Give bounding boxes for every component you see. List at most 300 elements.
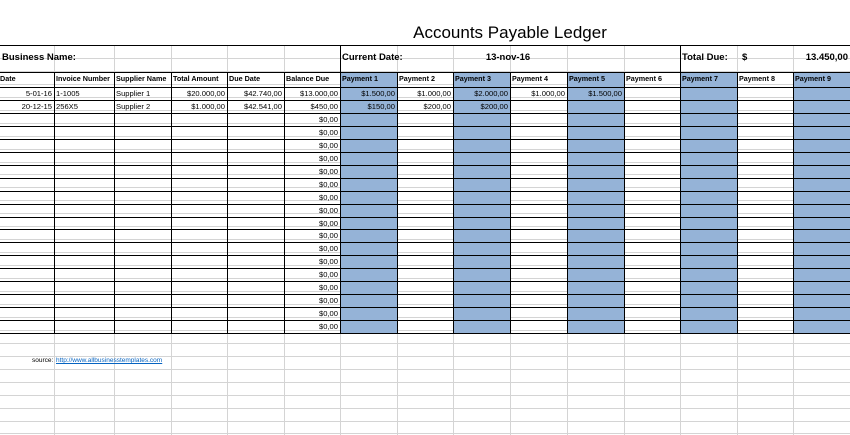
table-cell[interactable] (54, 294, 114, 307)
table-cell[interactable] (737, 165, 793, 178)
table-cell[interactable] (624, 294, 680, 307)
table-cell[interactable] (227, 281, 284, 294)
table-cell[interactable] (680, 320, 737, 333)
table-cell[interactable] (567, 165, 624, 178)
table-cell[interactable] (793, 152, 850, 165)
table-cell[interactable] (397, 126, 453, 139)
table-cell[interactable]: $0,00 (318, 309, 338, 319)
table-cell[interactable] (510, 217, 567, 230)
table-cell[interactable] (453, 165, 510, 178)
table-cell[interactable] (227, 229, 284, 242)
table-cell[interactable] (171, 204, 227, 217)
table-cell[interactable] (567, 242, 624, 255)
table-cell[interactable] (737, 217, 793, 230)
table-cell[interactable] (340, 178, 397, 191)
table-cell[interactable] (340, 152, 397, 165)
table-cell[interactable] (340, 268, 397, 281)
table-cell[interactable] (54, 229, 114, 242)
table-cell[interactable] (510, 294, 567, 307)
table-cell[interactable] (624, 255, 680, 268)
table-cell[interactable] (171, 139, 227, 152)
table-cell[interactable] (0, 229, 54, 242)
table-cell[interactable] (171, 113, 227, 126)
table-cell[interactable] (680, 229, 737, 242)
table-cell[interactable] (624, 307, 680, 320)
table-cell[interactable]: $0,00 (318, 114, 338, 124)
table-cell[interactable] (510, 255, 567, 268)
table-cell[interactable] (737, 126, 793, 139)
table-cell[interactable] (793, 229, 850, 242)
table-cell[interactable] (171, 320, 227, 333)
table-cell[interactable] (397, 255, 453, 268)
table-cell[interactable] (680, 204, 737, 217)
table-cell[interactable] (737, 113, 793, 126)
table-cell[interactable]: $0,00 (318, 257, 338, 267)
gridline-h (0, 433, 850, 434)
table-cell[interactable] (510, 113, 567, 126)
table-cell[interactable] (624, 320, 680, 333)
table-cell[interactable] (0, 191, 54, 204)
table-cell[interactable] (567, 126, 624, 139)
table-cell[interactable] (680, 139, 737, 152)
table-cell[interactable]: $0,00 (318, 205, 338, 215)
table-cell[interactable] (680, 281, 737, 294)
table-cell[interactable] (54, 217, 114, 230)
table-cell[interactable] (54, 307, 114, 320)
table-cell[interactable] (624, 191, 680, 204)
table-cell[interactable] (340, 229, 397, 242)
table-cell[interactable]: 1-1005 (56, 89, 80, 98)
table-cell[interactable] (624, 126, 680, 139)
table-cell[interactable]: $0,00 (318, 179, 338, 189)
column-header: Due Date (229, 74, 261, 83)
table-cell[interactable] (54, 178, 114, 191)
table-cell[interactable] (340, 139, 397, 152)
table-cell[interactable] (54, 281, 114, 294)
table-cell[interactable] (397, 152, 453, 165)
table-cell[interactable]: $200,00 (423, 101, 451, 111)
table-cell[interactable] (680, 178, 737, 191)
table-cell[interactable]: $1.000,00 (191, 101, 225, 111)
table-cell[interactable] (114, 255, 171, 268)
table-cell[interactable] (793, 307, 850, 320)
table-cell[interactable] (737, 191, 793, 204)
table-cell[interactable] (340, 294, 397, 307)
table-cell[interactable]: $20.000,00 (186, 89, 225, 98)
table-cell[interactable] (114, 242, 171, 255)
table-cell[interactable] (737, 255, 793, 268)
table-cell[interactable] (227, 217, 284, 230)
table-cell[interactable] (510, 268, 567, 281)
table-cell[interactable] (397, 281, 453, 294)
table-cell[interactable] (510, 152, 567, 165)
total-due-value[interactable]: 13.450,00 (805, 52, 848, 63)
table-cell[interactable] (114, 152, 171, 165)
table-cell[interactable] (171, 307, 227, 320)
table-cell[interactable] (453, 307, 510, 320)
table-cell[interactable] (567, 204, 624, 217)
table-cell[interactable] (0, 178, 54, 191)
column-header: Payment 9 (795, 74, 831, 83)
table-cell[interactable] (567, 255, 624, 268)
table-cell[interactable] (227, 113, 284, 126)
table-cell[interactable] (680, 255, 737, 268)
table-cell[interactable] (114, 165, 171, 178)
table-cell[interactable]: $1.000,00 (417, 89, 451, 98)
table-cell[interactable]: 256X5 (56, 101, 78, 111)
table-cell[interactable] (397, 178, 453, 191)
table-cell[interactable] (114, 229, 171, 242)
table-cell[interactable] (340, 242, 397, 255)
table-border (0, 178, 850, 179)
table-cell[interactable] (510, 320, 567, 333)
table-cell[interactable] (510, 165, 567, 178)
table-cell[interactable] (567, 139, 624, 152)
table-cell[interactable]: Supplier 2 (116, 101, 151, 111)
table-cell[interactable] (0, 268, 54, 281)
table-cell[interactable] (171, 281, 227, 294)
table-cell[interactable] (567, 217, 624, 230)
table-cell[interactable] (793, 320, 850, 333)
table-cell[interactable] (624, 113, 680, 126)
table-cell[interactable] (397, 242, 453, 255)
table-cell[interactable]: $200,00 (480, 101, 508, 111)
table-cell[interactable] (340, 320, 397, 333)
table-cell[interactable] (680, 165, 737, 178)
table-cell[interactable] (737, 281, 793, 294)
table-cell[interactable]: $0,00 (318, 244, 338, 254)
table-cell[interactable] (567, 191, 624, 204)
table-cell[interactable] (510, 191, 567, 204)
table-cell[interactable]: $0,00 (318, 270, 338, 280)
table-cell[interactable] (114, 191, 171, 204)
table-cell[interactable] (0, 204, 54, 217)
table-cell[interactable] (227, 139, 284, 152)
table-cell[interactable] (624, 204, 680, 217)
table-cell[interactable] (227, 178, 284, 191)
currency-symbol: $ (742, 52, 748, 63)
table-cell[interactable] (624, 242, 680, 255)
table-cell[interactable] (453, 139, 510, 152)
column-header: Total Amount (173, 74, 219, 83)
table-cell[interactable] (453, 320, 510, 333)
table-cell[interactable] (510, 281, 567, 294)
table-cell[interactable]: $0,00 (318, 218, 338, 228)
table-cell[interactable]: $0,00 (318, 231, 338, 241)
table-cell[interactable] (54, 242, 114, 255)
column-header: Payment 1 (342, 74, 378, 83)
table-cell[interactable] (340, 191, 397, 204)
table-cell[interactable] (737, 204, 793, 217)
table-cell[interactable] (793, 87, 850, 100)
table-cell[interactable] (510, 139, 567, 152)
table-cell[interactable] (171, 217, 227, 230)
table-cell[interactable] (680, 152, 737, 165)
table-cell[interactable]: $150,00 (367, 101, 395, 111)
table-cell[interactable] (227, 204, 284, 217)
table-cell[interactable] (0, 139, 54, 152)
table-cell[interactable] (793, 281, 850, 294)
table-cell[interactable] (171, 178, 227, 191)
table-cell[interactable] (54, 191, 114, 204)
table-cell[interactable] (397, 217, 453, 230)
table-border (0, 191, 850, 192)
table-cell[interactable] (114, 307, 171, 320)
table-border (0, 268, 850, 269)
table-cell[interactable] (340, 217, 397, 230)
table-cell[interactable] (510, 126, 567, 139)
table-cell[interactable] (793, 294, 850, 307)
table-cell[interactable] (171, 255, 227, 268)
table-cell[interactable] (0, 242, 54, 255)
table-cell[interactable] (567, 268, 624, 281)
table-cell[interactable] (397, 139, 453, 152)
table-cell[interactable] (397, 204, 453, 217)
table-cell[interactable] (453, 178, 510, 191)
table-cell[interactable] (171, 165, 227, 178)
table-cell[interactable] (737, 100, 793, 113)
table-cell[interactable] (567, 307, 624, 320)
table-cell[interactable] (680, 242, 737, 255)
table-cell[interactable] (567, 152, 624, 165)
table-cell[interactable] (510, 307, 567, 320)
table-cell[interactable] (114, 294, 171, 307)
table-cell[interactable] (793, 178, 850, 191)
table-cell[interactable] (0, 113, 54, 126)
table-cell[interactable]: $0,00 (318, 166, 338, 176)
table-cell[interactable] (680, 307, 737, 320)
table-cell[interactable] (510, 229, 567, 242)
table-cell[interactable]: $1.000,00 (531, 89, 565, 98)
current-date-value[interactable]: 13-nov-16 (485, 52, 531, 63)
table-cell[interactable] (227, 152, 284, 165)
table-cell[interactable] (453, 126, 510, 139)
table-cell[interactable] (680, 294, 737, 307)
table-cell[interactable]: $42.740,00 (243, 89, 282, 98)
table-cell[interactable] (227, 191, 284, 204)
table-cell[interactable] (680, 100, 737, 113)
table-cell[interactable] (567, 294, 624, 307)
table-cell[interactable] (397, 191, 453, 204)
table-cell[interactable] (737, 268, 793, 281)
table-cell[interactable] (171, 268, 227, 281)
table-cell[interactable] (793, 217, 850, 230)
table-cell[interactable] (737, 242, 793, 255)
table-cell[interactable] (567, 229, 624, 242)
table-cell[interactable]: 5-01-16 (25, 89, 52, 98)
table-border (0, 100, 850, 101)
table-border (0, 281, 850, 282)
table-cell[interactable] (171, 126, 227, 139)
table-cell[interactable] (793, 139, 850, 152)
table-cell[interactable] (737, 229, 793, 242)
table-cell[interactable] (624, 100, 680, 113)
table-cell[interactable] (793, 191, 850, 204)
table-cell[interactable] (624, 152, 680, 165)
table-cell[interactable] (624, 217, 680, 230)
table-cell[interactable] (54, 139, 114, 152)
table-cell[interactable] (227, 320, 284, 333)
table-cell[interactable] (680, 126, 737, 139)
table-cell[interactable] (54, 255, 114, 268)
table-cell[interactable]: $0,00 (318, 140, 338, 150)
table-cell[interactable] (340, 281, 397, 294)
table-cell[interactable] (0, 307, 54, 320)
table-cell[interactable]: $13.000,00 (299, 89, 338, 98)
table-cell[interactable] (397, 320, 453, 333)
table-cell[interactable] (567, 113, 624, 126)
table-cell[interactable] (54, 126, 114, 139)
table-cell[interactable] (680, 268, 737, 281)
table-cell[interactable] (397, 307, 453, 320)
table-cell[interactable] (793, 268, 850, 281)
table-cell[interactable] (227, 294, 284, 307)
table-cell[interactable] (453, 268, 510, 281)
table-cell[interactable] (340, 126, 397, 139)
table-cell[interactable] (397, 229, 453, 242)
table-cell[interactable] (397, 113, 453, 126)
table-border (0, 294, 850, 295)
table-cell[interactable] (340, 307, 397, 320)
table-cell[interactable] (510, 204, 567, 217)
table-cell[interactable] (510, 242, 567, 255)
table-cell[interactable] (567, 281, 624, 294)
table-cell[interactable] (397, 294, 453, 307)
table-cell[interactable] (0, 126, 54, 139)
table-cell[interactable] (397, 268, 453, 281)
table-cell[interactable] (114, 217, 171, 230)
table-cell[interactable] (227, 165, 284, 178)
table-cell[interactable] (793, 242, 850, 255)
table-cell[interactable] (114, 281, 171, 294)
table-cell[interactable]: $1.500,00 (588, 89, 622, 98)
table-cell[interactable] (793, 126, 850, 139)
table-cell[interactable] (340, 113, 397, 126)
table-cell[interactable] (624, 139, 680, 152)
table-cell[interactable] (567, 178, 624, 191)
table-cell[interactable] (54, 320, 114, 333)
table-cell[interactable] (453, 255, 510, 268)
table-cell[interactable] (567, 320, 624, 333)
table-cell[interactable] (114, 204, 171, 217)
table-cell[interactable] (0, 165, 54, 178)
table-cell[interactable] (227, 255, 284, 268)
table-cell[interactable] (793, 204, 850, 217)
table-cell[interactable] (114, 320, 171, 333)
table-cell[interactable]: Supplier 1 (116, 89, 151, 98)
table-cell[interactable] (114, 139, 171, 152)
table-cell[interactable] (737, 139, 793, 152)
table-cell[interactable]: $0,00 (318, 322, 338, 332)
table-cell[interactable] (171, 229, 227, 242)
table-cell[interactable] (114, 268, 171, 281)
table-cell[interactable] (453, 242, 510, 255)
table-cell[interactable] (680, 217, 737, 230)
table-cell[interactable] (453, 217, 510, 230)
table-cell[interactable]: $0,00 (318, 283, 338, 293)
table-cell[interactable] (54, 152, 114, 165)
table-cell[interactable] (680, 191, 737, 204)
table-cell[interactable] (340, 204, 397, 217)
table-cell[interactable] (0, 217, 54, 230)
table-cell[interactable]: 20-12-15 (21, 101, 52, 111)
table-cell[interactable] (171, 191, 227, 204)
table-cell[interactable] (624, 281, 680, 294)
table-cell[interactable] (737, 294, 793, 307)
table-cell[interactable]: $0,00 (318, 153, 338, 163)
table-cell[interactable] (793, 165, 850, 178)
table-cell[interactable] (54, 268, 114, 281)
table-cell[interactable] (340, 165, 397, 178)
table-cell[interactable]: $0,00 (318, 192, 338, 202)
table-cell[interactable] (453, 229, 510, 242)
table-cell[interactable] (114, 178, 171, 191)
table-cell[interactable] (453, 113, 510, 126)
table-cell[interactable] (624, 87, 680, 100)
table-cell[interactable] (171, 294, 227, 307)
table-cell[interactable] (171, 152, 227, 165)
table-cell[interactable] (567, 100, 624, 113)
table-cell[interactable] (227, 126, 284, 139)
table-cell[interactable] (737, 320, 793, 333)
table-cell[interactable] (624, 165, 680, 178)
table-cell[interactable] (793, 255, 850, 268)
table-cell[interactable] (0, 320, 54, 333)
table-cell[interactable] (171, 242, 227, 255)
table-cell[interactable] (0, 294, 54, 307)
table-cell[interactable]: $450,00 (310, 101, 338, 111)
table-cell[interactable] (793, 100, 850, 113)
table-cell[interactable] (737, 87, 793, 100)
table-cell[interactable] (114, 126, 171, 139)
table-cell[interactable]: $0,00 (318, 296, 338, 306)
table-cell[interactable]: $1.500,00 (361, 89, 395, 98)
table-cell[interactable] (680, 87, 737, 100)
table-cell[interactable] (453, 191, 510, 204)
table-cell[interactable]: $42.541,00 (243, 101, 282, 111)
table-cell[interactable] (737, 178, 793, 191)
table-cell[interactable] (0, 255, 54, 268)
table-cell[interactable] (624, 268, 680, 281)
table-cell[interactable] (54, 204, 114, 217)
table-cell[interactable] (737, 152, 793, 165)
table-cell[interactable]: $0,00 (318, 127, 338, 137)
table-cell[interactable] (510, 178, 567, 191)
table-cell[interactable] (227, 307, 284, 320)
table-cell[interactable] (624, 178, 680, 191)
table-cell[interactable] (0, 281, 54, 294)
table-cell[interactable] (453, 152, 510, 165)
table-cell[interactable] (737, 307, 793, 320)
table-cell[interactable] (680, 113, 737, 126)
table-cell[interactable] (453, 204, 510, 217)
table-cell[interactable] (340, 255, 397, 268)
table-cell[interactable] (624, 229, 680, 242)
source-link[interactable]: http://www.allbusinesstemplates.com (56, 357, 163, 364)
table-cell[interactable] (510, 100, 567, 113)
table-cell[interactable] (453, 281, 510, 294)
table-cell[interactable] (54, 113, 114, 126)
table-cell[interactable] (0, 152, 54, 165)
table-cell[interactable] (227, 268, 284, 281)
table-cell[interactable] (114, 113, 171, 126)
table-cell[interactable] (453, 294, 510, 307)
table-cell[interactable] (54, 165, 114, 178)
table-cell[interactable] (397, 165, 453, 178)
table-cell[interactable]: $2.000,00 (474, 89, 508, 98)
table-cell[interactable] (227, 242, 284, 255)
table-cell[interactable] (793, 113, 850, 126)
